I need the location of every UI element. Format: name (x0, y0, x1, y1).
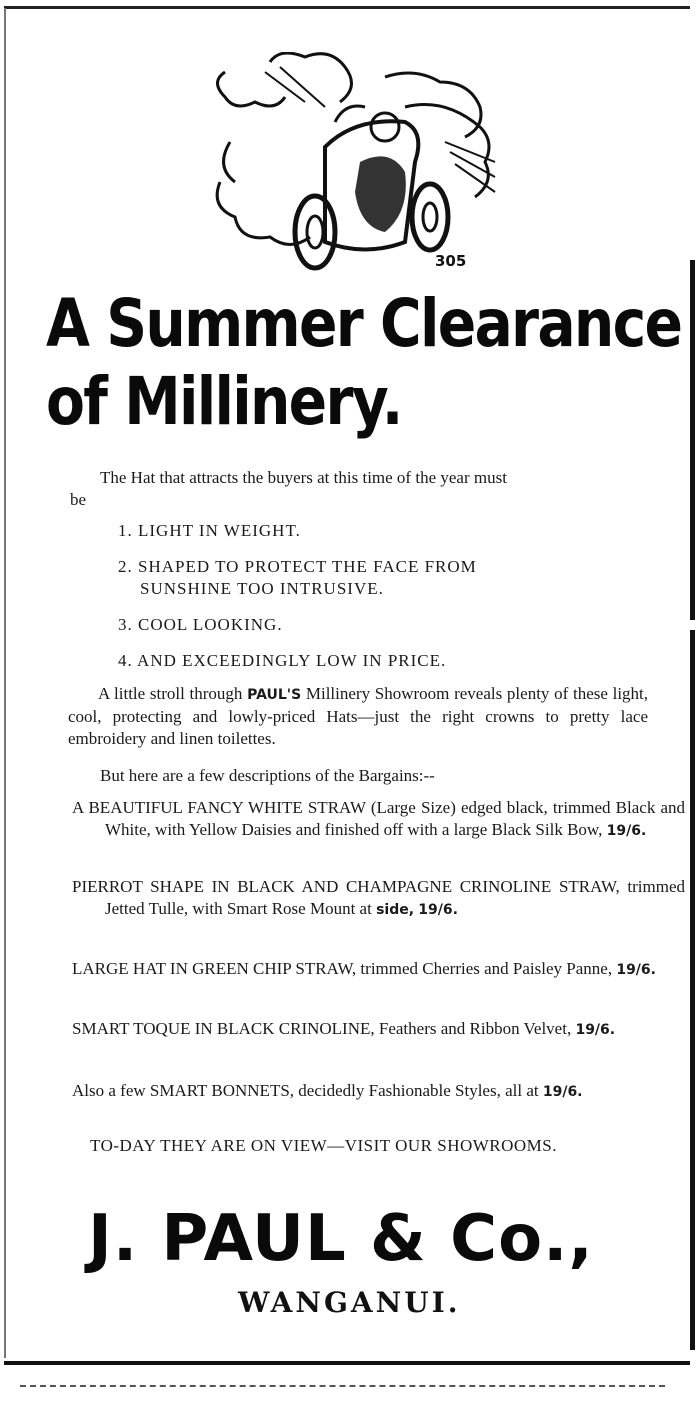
price: 19/6. (616, 962, 656, 978)
headline-line-1: A Summer Clearance (46, 285, 682, 362)
bargain-item: LARGE HAT IN GREEN CHIP STRAW, trimmed Cherries and Paisley Panne, 19/6. (72, 959, 656, 978)
list-item: 3. COOL LOOKING. (118, 615, 283, 634)
headline (46, 285, 682, 441)
bargain-item: A BEAUTIFUL FANCY WHITE STRAW (Large Size) edged black, trimmed Black and White, with Yellow Daisies and finished off with a large Black Silk Bow, 19/6. (72, 798, 685, 839)
price: 19/6. (542, 1084, 583, 1100)
intro-line-2: be (70, 490, 87, 509)
requirements-list (118, 520, 658, 686)
bargains-intro: But here are a few descriptions of the Bargains:-- (100, 766, 435, 785)
price: 19/6. (575, 1022, 616, 1038)
intro-line-1: The Hat that attracts the buyers at this time of the year must (100, 468, 507, 487)
car-illustration (205, 52, 500, 274)
intro-text (70, 467, 640, 511)
bargain-item: SMART TOQUE IN BLACK CRINOLINE, Feathers and Ribbon Velvet, 19/6. (72, 1019, 616, 1038)
list-item: 2. SHAPED TO PROTECT THE FACE FROM SUNSHINE TOO INTRUSIVE. (118, 557, 477, 598)
headline-line-2: of Millinery. (46, 363, 402, 440)
stroll-paragraph: A little stroll through PAUL'S Millinery Showroom reveals plenty of these light, cool, protecting and lowly-priced Hats—just the right crowns to pretty lace embroidery and linen toilettes. (68, 684, 649, 748)
bargain-item: Also a few SMART BONNETS, decidedly Fashionable Styles, all at 19/6. (72, 1081, 583, 1100)
view-line: TO-DAY THEY ARE ON VIEW—VISIT OUR SHOWROOMS. (90, 1136, 558, 1155)
company-name: J. PAUL & Co., (88, 1202, 594, 1276)
column-rule-right (690, 260, 695, 620)
footer-rule (20, 1385, 665, 1387)
town-name: WANGANUI. (238, 1286, 461, 1319)
store-name: PAUL'S (247, 687, 302, 703)
price: 19/6. (418, 902, 458, 918)
column-rule-right-lower (690, 630, 695, 1350)
column-rule-left (4, 8, 6, 1358)
list-item: 4. AND EXCEEDINGLY LOW IN PRICE. (118, 651, 447, 670)
price: 19/6. (606, 823, 647, 839)
list-item: 1. LIGHT IN WEIGHT. (118, 521, 301, 540)
illustration-number: 305 (435, 252, 467, 270)
bargain-item: PIERROT SHAPE IN BLACK AND CHAMPAGNE CRINOLINE STRAW, trimmed Jetted Tulle, with Smart Rose Mount at side, 19/6. (72, 877, 685, 918)
